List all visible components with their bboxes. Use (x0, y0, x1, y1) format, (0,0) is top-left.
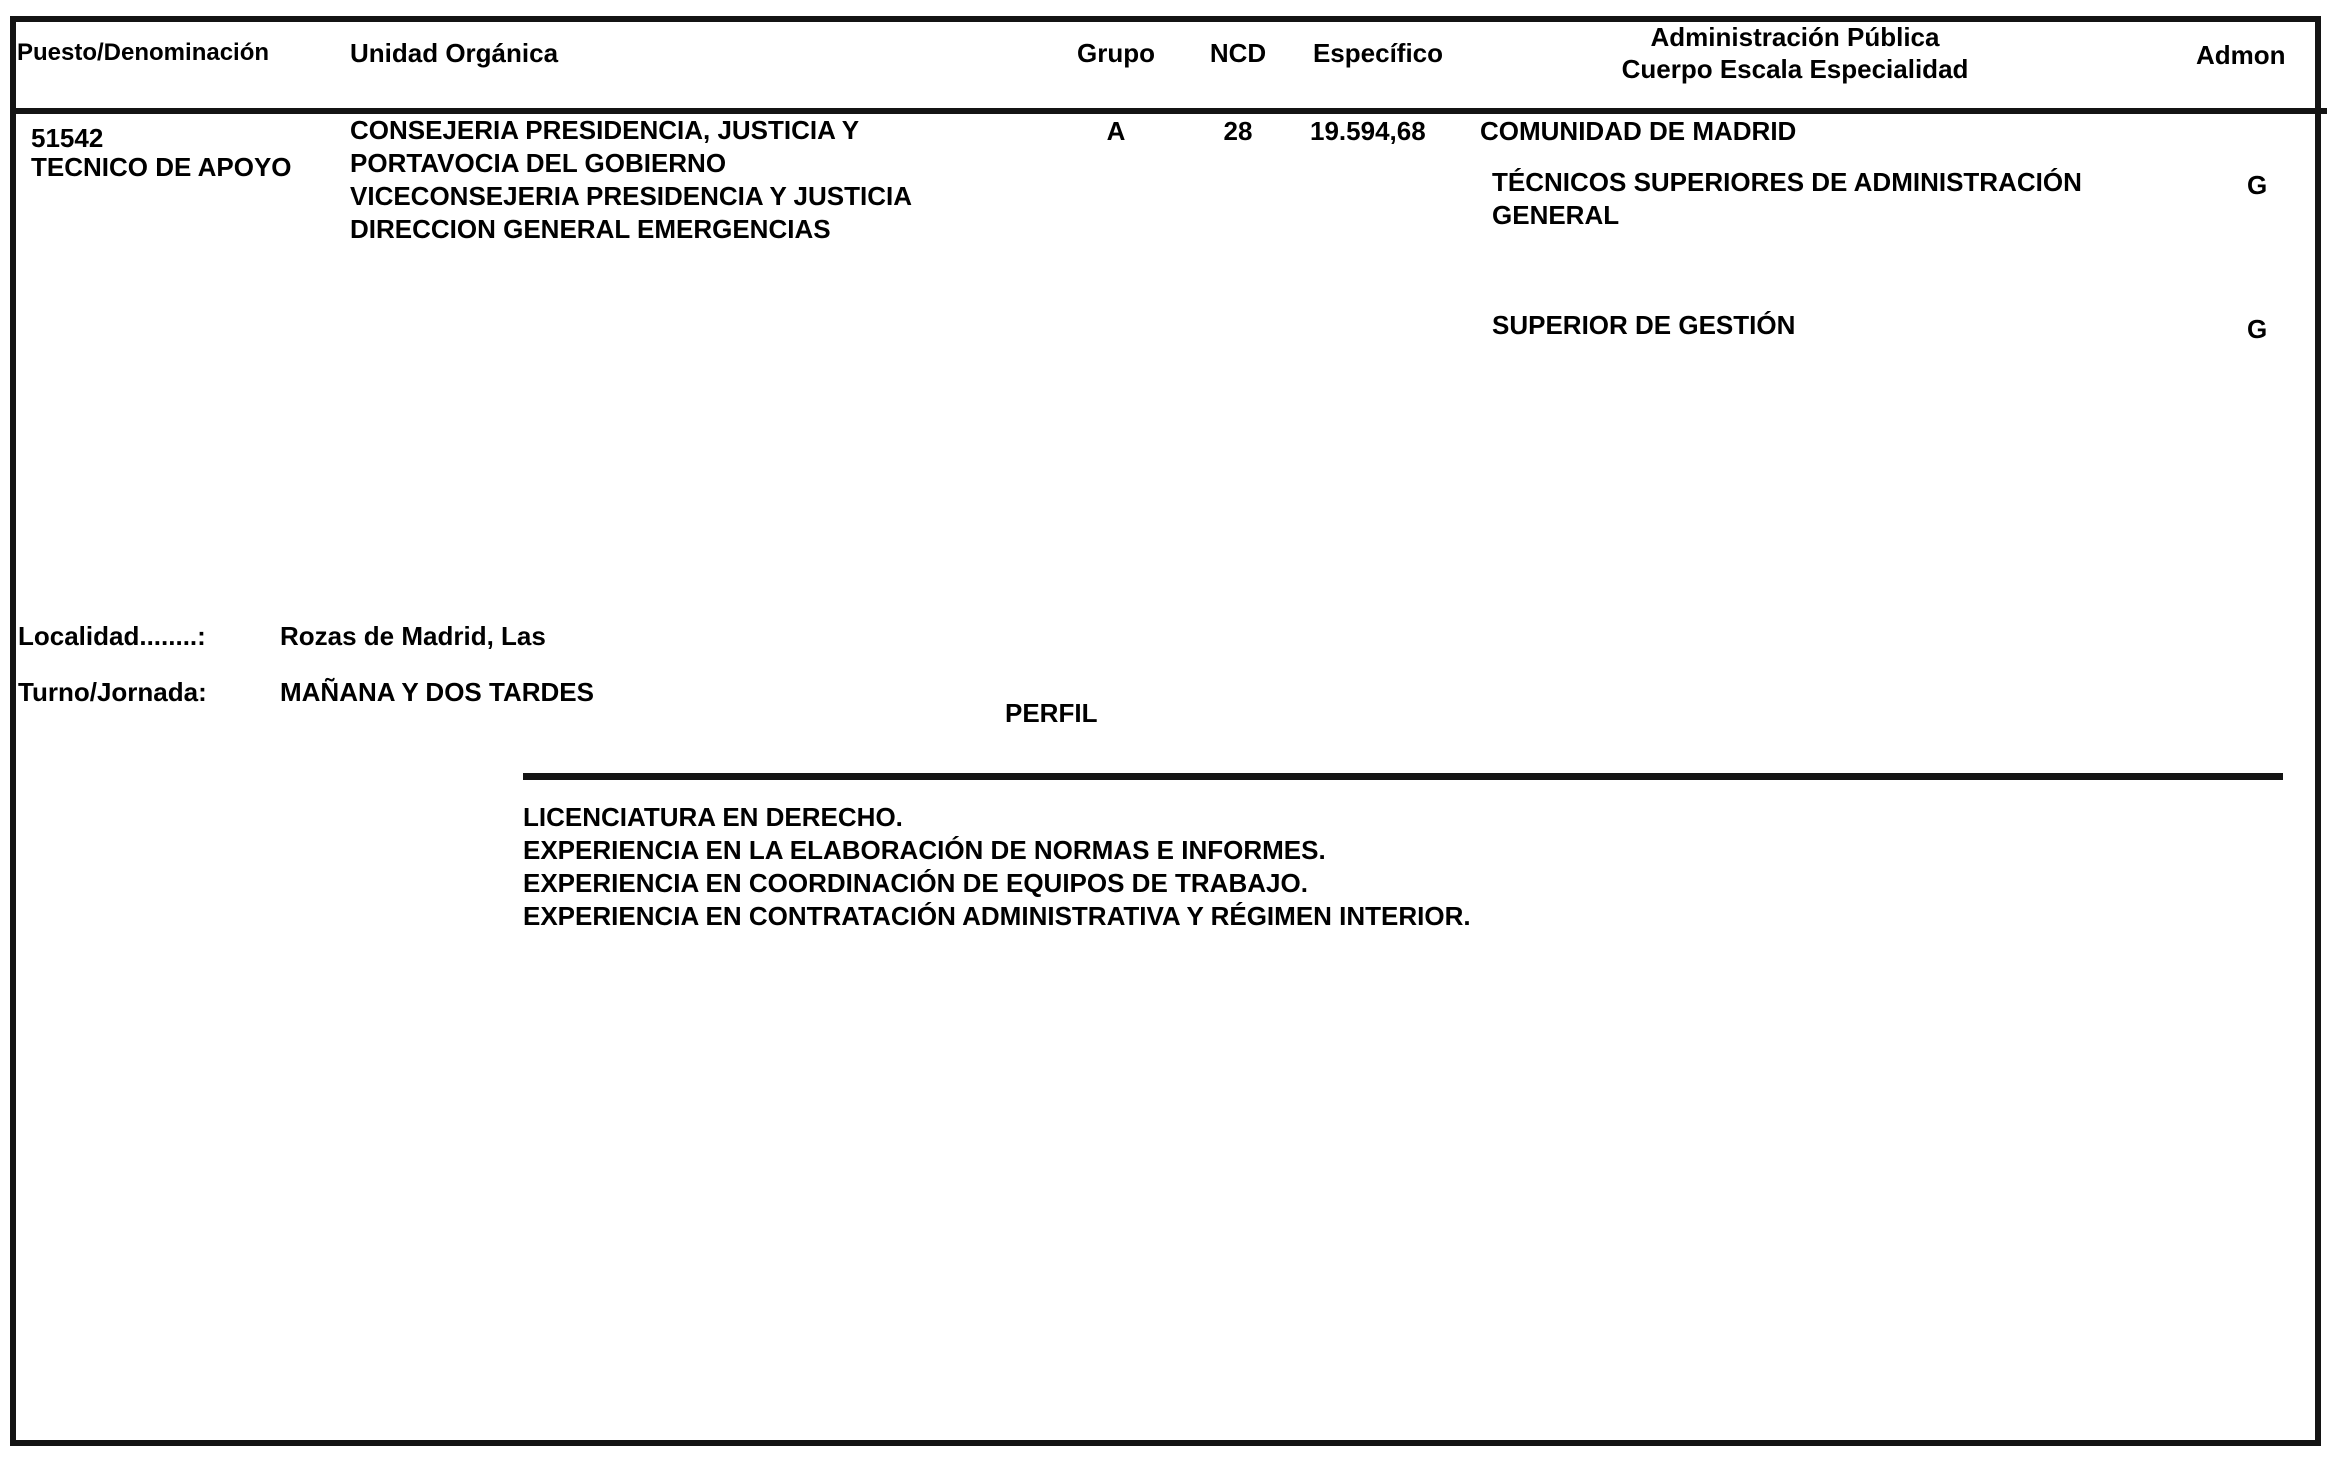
cuerpo-item: SUPERIOR DE GESTIÓN (1492, 310, 1796, 340)
column-header-especifico: Específico (1312, 38, 1444, 68)
perfil-item: LICENCIATURA EN DERECHO. (523, 802, 903, 832)
localidad-value: Rozas de Madrid, Las (280, 621, 546, 651)
especifico-value: 19.594,68 (1310, 116, 1426, 146)
unidad-organica-line: CONSEJERIA PRESIDENCIA, JUSTICIA Y (350, 115, 860, 145)
unidad-organica-cell (350, 114, 912, 246)
column-header-ncd: NCD (1209, 38, 1267, 68)
column-header-grupo: Grupo (1077, 38, 1155, 68)
puesto-cell (31, 124, 292, 182)
cuerpo-admon-value: G (2247, 170, 2268, 200)
column-header-puesto-denominacion: Puesto/Denominación (17, 39, 270, 66)
turno-jornada-label: Turno/Jornada: (18, 677, 207, 707)
perfil-heading: PERFIL (1005, 698, 1098, 728)
localidad-label: Localidad........: (18, 621, 206, 651)
ncd-value: 28 (1223, 116, 1253, 146)
puesto-denominacion: TECNICO DE APOYO (31, 152, 292, 182)
perfil-item: EXPERIENCIA EN CONTRATACIÓN ADMINISTRATIVA Y RÉGIMEN INTERIOR. (523, 901, 1471, 931)
perfil-list (523, 801, 1471, 933)
grupo-value: A (1106, 116, 1126, 146)
column-header-unidad-organica: Unidad Orgánica (350, 38, 559, 68)
puesto-codigo: 51542 (31, 123, 104, 153)
unidad-organica-line: PORTAVOCIA DEL GOBIERNO (350, 148, 727, 178)
cuerpo-item (1492, 166, 2082, 232)
cuerpo-admon-value: G (2247, 314, 2268, 344)
unidad-organica-line: VICECONSEJERIA PRESIDENCIA Y JUSTICIA (350, 181, 913, 211)
column-header-cuerpo-escala-especialidad: Cuerpo Escala Especialidad (1621, 54, 1969, 84)
perfil-divider-line (523, 773, 2283, 780)
column-header-admon: Admon (2196, 40, 2286, 70)
administracion-publica-value: COMUNIDAD DE MADRID (1480, 116, 1797, 146)
cuerpo-nombre-line: GENERAL (1492, 200, 1620, 230)
perfil-item: EXPERIENCIA EN COORDINACIÓN DE EQUIPOS DE TRABAJO. (523, 868, 1308, 898)
perfil-item: EXPERIENCIA EN LA ELABORACIÓN DE NORMAS E INFORMES. (523, 835, 1326, 865)
turno-jornada-value: MAÑANA Y DOS TARDES (280, 677, 594, 707)
column-header-administracion-publica-line1: Administración Pública (1650, 22, 1940, 52)
cuerpo-nombre-line: TÉCNICOS SUPERIORES DE ADMINISTRACIÓN (1492, 167, 2082, 197)
column-header-administracion-publica (1495, 21, 2095, 85)
unidad-organica-line: DIRECCION GENERAL EMERGENCIAS (350, 214, 831, 244)
